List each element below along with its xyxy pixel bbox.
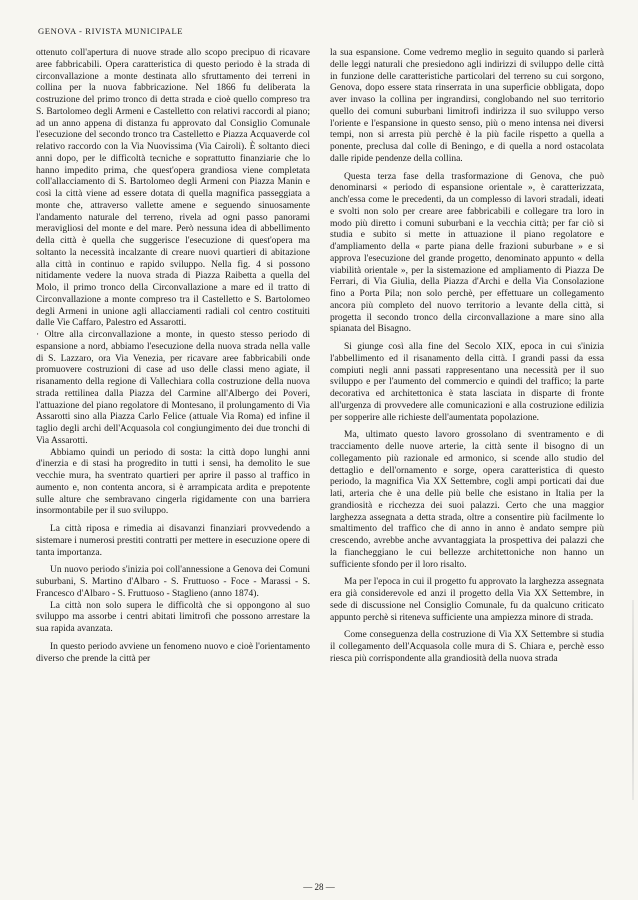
paragraph: Ma, ultimato questo lavoro grossolano di sventramento e di tracciamento delle nuove arterie, la città sente il bisogno di un collegamento più razionale ed armonico, si scende allo studio del dettaglio e dell'ornamento e sorge, opera caratteristica di questo periodo, la magnifica Via XX Settembre, cogli ampi porticati dai due lati, arteria che è una delle più belle che esistano in Italia per la grandiosità e ricchezza dei suoi palazzi. Certo che una maggior larghezza assegnata a detta strada, oltre a consentire più facilmente lo smaltimento del traffico che di anno in anno è andato sempre più crescendo, avrebbe anche avvantaggiata la prospettiva dei palazzi che la fiancheggiano le cui bellezze architettoniche non hanno un sufficiente sfondo per il loro risalto. (330, 430, 604, 570)
paragraph: Si giunge così alla fine del Secolo XIX, epoca in cui s'inizia l'abbellimento ed il risanamento della città. I grandi passi da essa compiuti negli anni passati rappresentano una necessità per il suo sviluppo e per l'aumento del commercio e quindi del traffico; la parte decorativa ed architettonica è stata lasciata in disparte di fronte all'urgenza di provvedere alle comunicazioni e alla costruzione edilizia per sopperire alle richieste dell'aumentata popolazione. (330, 342, 604, 423)
paragraph: Come conseguenza della costruzione di Via XX Settembre si studia il collegamento dell'Acquasola colle mura di S. Chiara e, perchè esso riesca più corrispondente alla grandiosità della nuova strada (330, 630, 604, 664)
paragraph: la sua espansione. Come vedremo meglio in seguito quando si parlerà delle leggi naturali che presiedono agli indirizzi di sviluppo delle città in funzione delle caratteristiche particolari del terreno su cui sorgono, Genova, dopo essere stata rinserrata in una superficie obbligata, dopo aver invaso la collina per ingrandirsi, conglobando nel suo territorio quello dei comuni suburbani limitrofi indirizza il suo sviluppo verso l'oriente e l'espansione in questo senso, più o meno intensa nei diversi tempi, non si arresta più perchè è la più facile rispetto a quella a ponente, preclusa dal colle di Beningo, e di quella a nord ostacolata dalle ripide pendenze della collina. (330, 48, 604, 164)
paragraph: ottenuto coll'apertura di nuove strade allo scopo precipuo di ricavare aree fabbricabili. Opera caratteristica di questo periodo è la strada di circonvallazione a monte destinata allo sfruttamento dei terreni in collina per la nuova fabbricazione. Nel 1866 fu deliberata la costruzione del primo tronco di detta strada e cioè quello compreso tra S. Bartolomeo degli Armeni e Castelletto con relativi raccordi al piano; ad un anno appena di distanza fu approvato dal Consiglio Comunale l'esecuzione del secondo tronco tra Castelletto e Piazza Acquaverde col relativo raccordo con la Via Nuovissima (Via Cairoli). È soltanto dieci anni dopo, per le difficoltà tecniche e soprattutto finanziarie che lo hanno impedito prima, che quest'opera grandiosa viene completata coll'allacciamento di S. Bartolomeo degli Armeni con Piazza Manin e così la città viene ad essere dotata di quella magnifica passeggiata a monte che, attraverso vallette amene e seguendo sinuosamente l'andamento naturale del terreno, rivela ad ogni passo panorami meravigliosi del monte e del mare. Però nessuna idea di abbellimento della città è quella che suggerisce l'esecuzione di quest'opera ma soltanto la necessità incalzante di creare nuovi quartieri di abitazione alla città in continuo e rapido sviluppo. Nella fig. 4 si possono nitidamente vedere la nuova strada di Piazza Raibetta a quella del Molo, il primo tronco della Circonvallazione a mare ed il tratto di Circonvallazione a monte compreso tra il Castelletto e S. Bartolomeo degli Armeni in unione agli allacciamenti radiali col centro costituiti dalle Vie Caffaro, Palestro ed Assarotti. (36, 48, 310, 329)
paragraph: Abbiamo quindi un periodo di sosta: la città dopo lunghi anni d'inerzia e di stasi ha progredito in tutti i sensi, ha demolito le sue vecchie mura, ha sventrato quartieri per aprire il passo al traffico in aumento e, non contenta ancora, si è arrampicata ardita e prepotente sulle alture che sembravano cingerla rigidamente con una barriera insormontabile per il suo sviluppo. (36, 447, 310, 517)
paragraph: La città non solo supera le difficoltà che si oppongono al suo sviluppo ma assorbe i centri abitati limitrofi che possono arrestare la sua rapida avanzata. (36, 600, 310, 634)
running-header: GENOVA - RIVISTA MUNICIPALE (38, 26, 184, 36)
paragraph: La città riposa e rimedia ai disavanzi finanziari provvedendo a sistemare i numerosi prestiti contratti per mettere in esecuzione opere di tanta importanza. (36, 524, 310, 558)
paragraph: Questa terza fase della trasformazione di Genova, che può denominarsi « periodo di espansione orientale », è caratterizzata, anch'essa come le precedenti, da un complesso di lavori stradali, ideati e svolti non solo per creare aree fabbricabili e collegare tra loro in modo più diretto i comuni suburbani e la vecchia città; per far ciò si studia e subito si mette in attuazione il piano regolatore e d'ampliamento della « parte piana delle frazioni suburbane » e si approva l'esecuzione del grande progetto, denominato appunto « della viabilità orientale », per la sistemazione ed ampliamento di Piazza De Ferrari, di Via Giulia, della Piazza d'Archi e della Via Consolazione fino a Porta Pila; non solo perchè, per effettuare un collegamento ancora più completo del nuovo territorio a levante della città, si progetta il secondo tronco della circonvallazione a mare sino alla spianata del Bisagno. (330, 171, 604, 335)
scan-edge-shadow (632, 600, 634, 800)
paragraph: · Oltre alla circonvallazione a monte, in questo stesso periodo di espansione a nord, abbiamo l'esecuzione della nuova strada nella valle di S. Lazzaro, ora Via Venezia, per ricavare aree fabbricabili onde promuovere costruzioni di case ad uso delle classi meno agiate, il risanamento della regione di Vallechiara colla costruzione della nuova strada rettilinea dalla Piazza del Carmine all'Albergo dei Poveri, l'attuazione del piano regolatore di Montesano, il prolungamento di Via Assarotti sino alla Piazza Carlo Felice (attuale Via Roma) ed infine il taglio degli archi dell'Acquasola col congiungimento dei due tronchi di Via Assarotti. (36, 330, 310, 446)
page-number: — 28 — (303, 882, 335, 892)
left-column (36, 48, 310, 665)
paragraph: In questo periodo avviene un fenomeno nuovo e cioè l'orientamento diverso che prende la città per (36, 641, 310, 664)
right-column (330, 48, 604, 666)
paragraph: Un nuovo periodo s'inizia poi coll'annessione a Genova dei Comuni suburbani, S. Martino d'Albaro - S. Fruttuoso - Foce - Marassi - S. Francesco d'Albaro - S. Fruttuoso - Staglieno (anno 1874). (36, 565, 310, 599)
paragraph: Ma per l'epoca in cui il progetto fu approvato la larghezza assegnata era già considerevole ed anzi il progetto della Via XX Settembre, in sede di discussione nel Consiglio Comunale, fu da qualcuno criticato appunto perchè si riteneva sufficiente una ampiezza minore di strada. (330, 577, 604, 623)
